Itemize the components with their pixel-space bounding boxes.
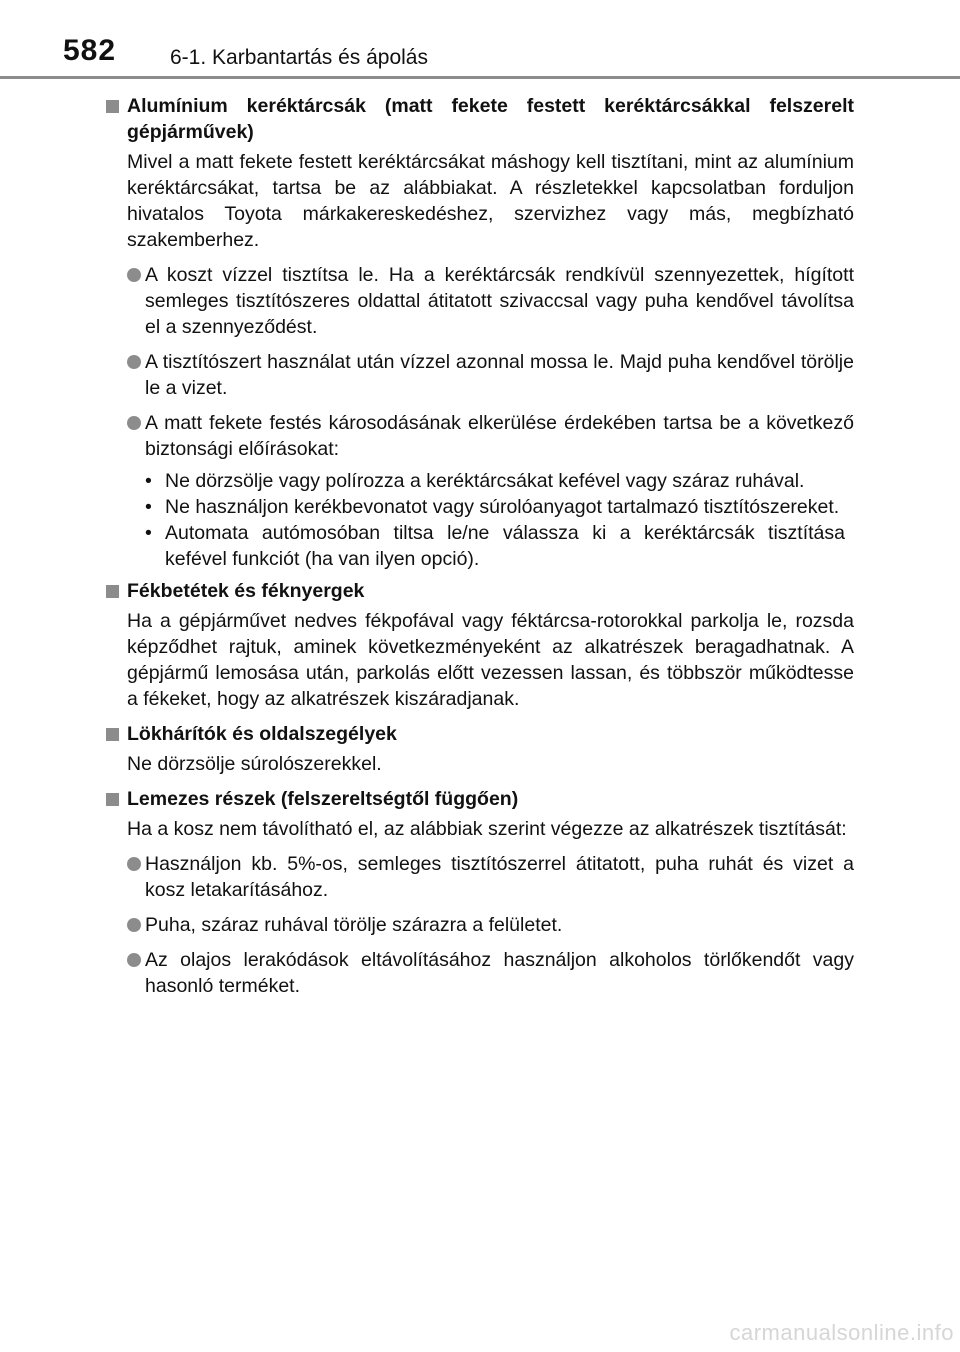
- sub-list: [106, 468, 854, 572]
- circle-bullet-icon: [127, 268, 141, 282]
- page-content: [106, 93, 854, 1008]
- circle-bullet-icon: [127, 953, 141, 967]
- sub-list-item: [106, 494, 845, 520]
- list-item: [106, 912, 854, 938]
- section-heading-aluminium-wheels: [106, 93, 854, 145]
- square-bullet-icon: [106, 793, 119, 806]
- sub-list-item: [106, 468, 845, 494]
- section-intro: Ha a gépjárművet nedves fékpofával vagy féktárcsa-rotorokkal parkolja le, rozsda képződhet rajtuk, aminek következményeként az alkatrészek beragadhatnak. A gépjármű lemosása után, parkolás előtt vezessen lassan, és többször működtesse a fékeket, hogy az alkatrészek kiszáradjanak.: [127, 610, 854, 710]
- list-item: [106, 349, 854, 401]
- header-divider: [0, 76, 960, 79]
- section-heading-brake-pads: [106, 578, 854, 604]
- section-heading-text: Lemezes részek (felszereltségtől függően): [127, 788, 519, 810]
- section-heading-sheet-parts: [106, 786, 854, 812]
- dot-bullet-icon: •: [145, 522, 152, 544]
- list-item-text: Puha, száraz ruhával törölje szárazra a felületet.: [145, 914, 563, 936]
- square-bullet-icon: [106, 100, 119, 113]
- list-item: [106, 851, 854, 903]
- list-item-text: A matt fekete festés károsodásának elkerülése érdekében tartsa be a következő biztonsági előírásokat:: [145, 412, 854, 460]
- section-heading-bumpers: [106, 721, 854, 747]
- section-heading-text: Lökhárítók és oldalszegélyek: [127, 723, 397, 745]
- sub-list-item: [106, 520, 845, 572]
- sub-list-item-text: Ne használjon kerékbevonatot vagy súrolóanyagot tartalmazó tisztítószereket.: [165, 496, 840, 518]
- page-header: [0, 0, 960, 80]
- section-heading-text: Alumínium keréktárcsák (matt fekete festett keréktárcsákkal felszerelt gépjárművek): [127, 95, 854, 143]
- dot-bullet-icon: •: [145, 496, 152, 518]
- section-heading-text: Fékbetétek és féknyergek: [127, 580, 365, 602]
- circle-bullet-icon: [127, 857, 141, 871]
- list-item: [106, 410, 854, 462]
- watermark: carmanualsonline.info: [729, 1320, 954, 1345]
- chapter-title: 6-1. Karbantartás és ápolás: [170, 46, 428, 69]
- list-item-text: A koszt vízzel tisztítsa le. Ha a keréktárcsák rendkívül szennyezettek, hígított semleges tisztítószeres oldattal átitatott szivaccsal vagy puha kendővel távolítsa el a szennyeződést.: [145, 264, 854, 338]
- circle-bullet-icon: [127, 416, 141, 430]
- sub-list-item-text: Ne dörzsölje vagy polírozza a keréktárcsákat kefével vagy száraz ruhával.: [165, 470, 805, 492]
- list-item-text: Az olajos lerakódások eltávolításához használjon alkoholos törlőkendőt vagy hasonló terméket.: [145, 949, 854, 997]
- square-bullet-icon: [106, 585, 119, 598]
- section-intro: Mivel a matt fekete festett keréktárcsákat máshogy kell tisztítani, mint az alumínium keréktárcsákat, tartsa be az alábbiakat. A részletekkel kapcsolatban forduljon hivatalos Toyota márkakereskedéshez, szervizhez vagy más, megbízható szakemberhez.: [127, 151, 854, 251]
- list-item: [106, 262, 854, 340]
- section-intro: Ne dörzsölje súrolószerekkel.: [127, 753, 382, 775]
- list-item-text: A tisztítószert használat után vízzel azonnal mossa le. Majd puha kendővel törölje le a vizet.: [145, 351, 854, 399]
- circle-bullet-icon: [127, 918, 141, 932]
- list-item-text: Használjon kb. 5%-os, semleges tisztítószerrel átitatott, puha ruhát és vizet a kosz letakarításához.: [145, 853, 854, 901]
- list-item: [106, 947, 854, 999]
- circle-bullet-icon: [127, 355, 141, 369]
- section-intro: Ha a kosz nem távolítható el, az alábbiak szerint végezze az alkatrészek tisztítását:: [127, 818, 847, 840]
- sub-list-item-text: Automata autómosóban tiltsa le/ne válassza ki a keréktárcsák tisztítása kefével funkciót (ha van ilyen opció).: [165, 522, 845, 570]
- square-bullet-icon: [106, 728, 119, 741]
- dot-bullet-icon: •: [145, 470, 152, 492]
- page-number: 582: [63, 34, 117, 67]
